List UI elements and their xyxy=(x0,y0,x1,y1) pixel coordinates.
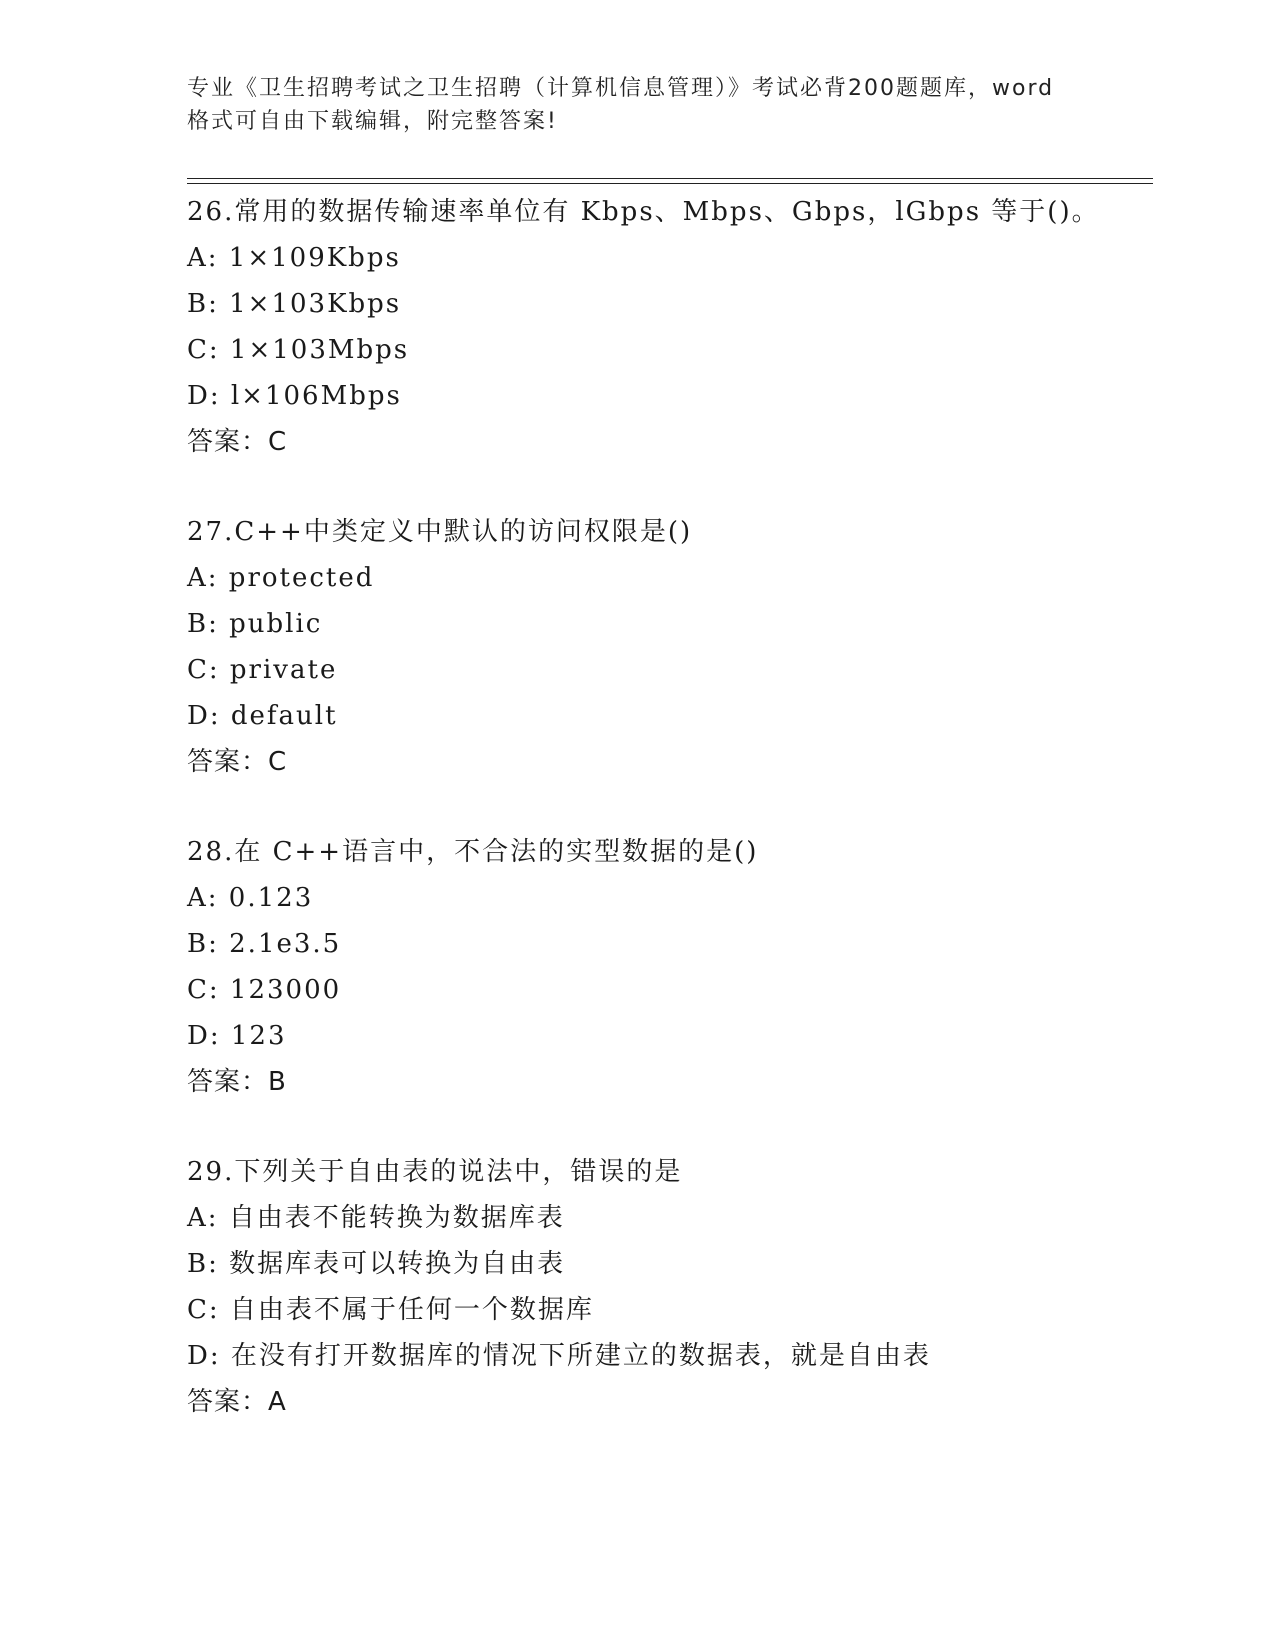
question-29 xyxy=(187,1149,1167,1425)
question-stem: 27.C++中类定义中默认的访问权限是() xyxy=(187,517,693,547)
question-stem: 29.下列关于自由表的说法中，错误的是 xyxy=(187,1157,683,1187)
option-b: B: public xyxy=(187,609,323,639)
question-28 xyxy=(187,829,1167,1105)
option-a: A: 1×109Kbps xyxy=(187,243,401,273)
question-26 xyxy=(187,189,1167,465)
header-line-2: 格式可自由下载编辑，附完整答案! xyxy=(187,109,558,134)
option-d: D: l×106Mbps xyxy=(187,381,402,411)
option-b: B: 1×103Kbps xyxy=(187,289,402,319)
option-c: C: 自由表不属于任何一个数据库 xyxy=(187,1295,594,1325)
header-divider-top xyxy=(187,178,1153,179)
option-d: D: 123 xyxy=(187,1021,287,1051)
answer: 答案：A xyxy=(187,1387,287,1417)
header-line-1: 专业《卫生招聘考试之卫生招聘（计算机信息管理）》考试必背200题题库，word xyxy=(187,76,1055,101)
document-header xyxy=(187,72,1087,138)
header-divider-bottom xyxy=(187,183,1153,184)
option-d: D: 在没有打开数据库的情况下所建立的数据表，就是自由表 xyxy=(187,1341,931,1371)
option-d: D: default xyxy=(187,701,338,731)
option-c: C: 123000 xyxy=(187,975,342,1005)
answer: 答案：C xyxy=(187,427,288,457)
option-b: B: 2.1e3.5 xyxy=(187,929,342,959)
question-stem: 26.常用的数据传输速率单位有 Kbps、Mbps、Gbps，lGbps 等于()。 xyxy=(187,197,1100,227)
question-stem: 28.在 C++语言中，不合法的实型数据的是() xyxy=(187,837,759,867)
option-c: C: private xyxy=(187,655,338,685)
option-c: C: 1×103Mbps xyxy=(187,335,410,365)
option-a: A: protected xyxy=(187,563,375,593)
question-27 xyxy=(187,509,1167,785)
answer: 答案：B xyxy=(187,1067,287,1097)
option-b: B: 数据库表可以转换为自由表 xyxy=(187,1249,566,1279)
option-a: A: 自由表不能转换为数据库表 xyxy=(187,1203,565,1233)
answer: 答案：C xyxy=(187,747,288,777)
option-a: A: 0.123 xyxy=(187,883,314,913)
